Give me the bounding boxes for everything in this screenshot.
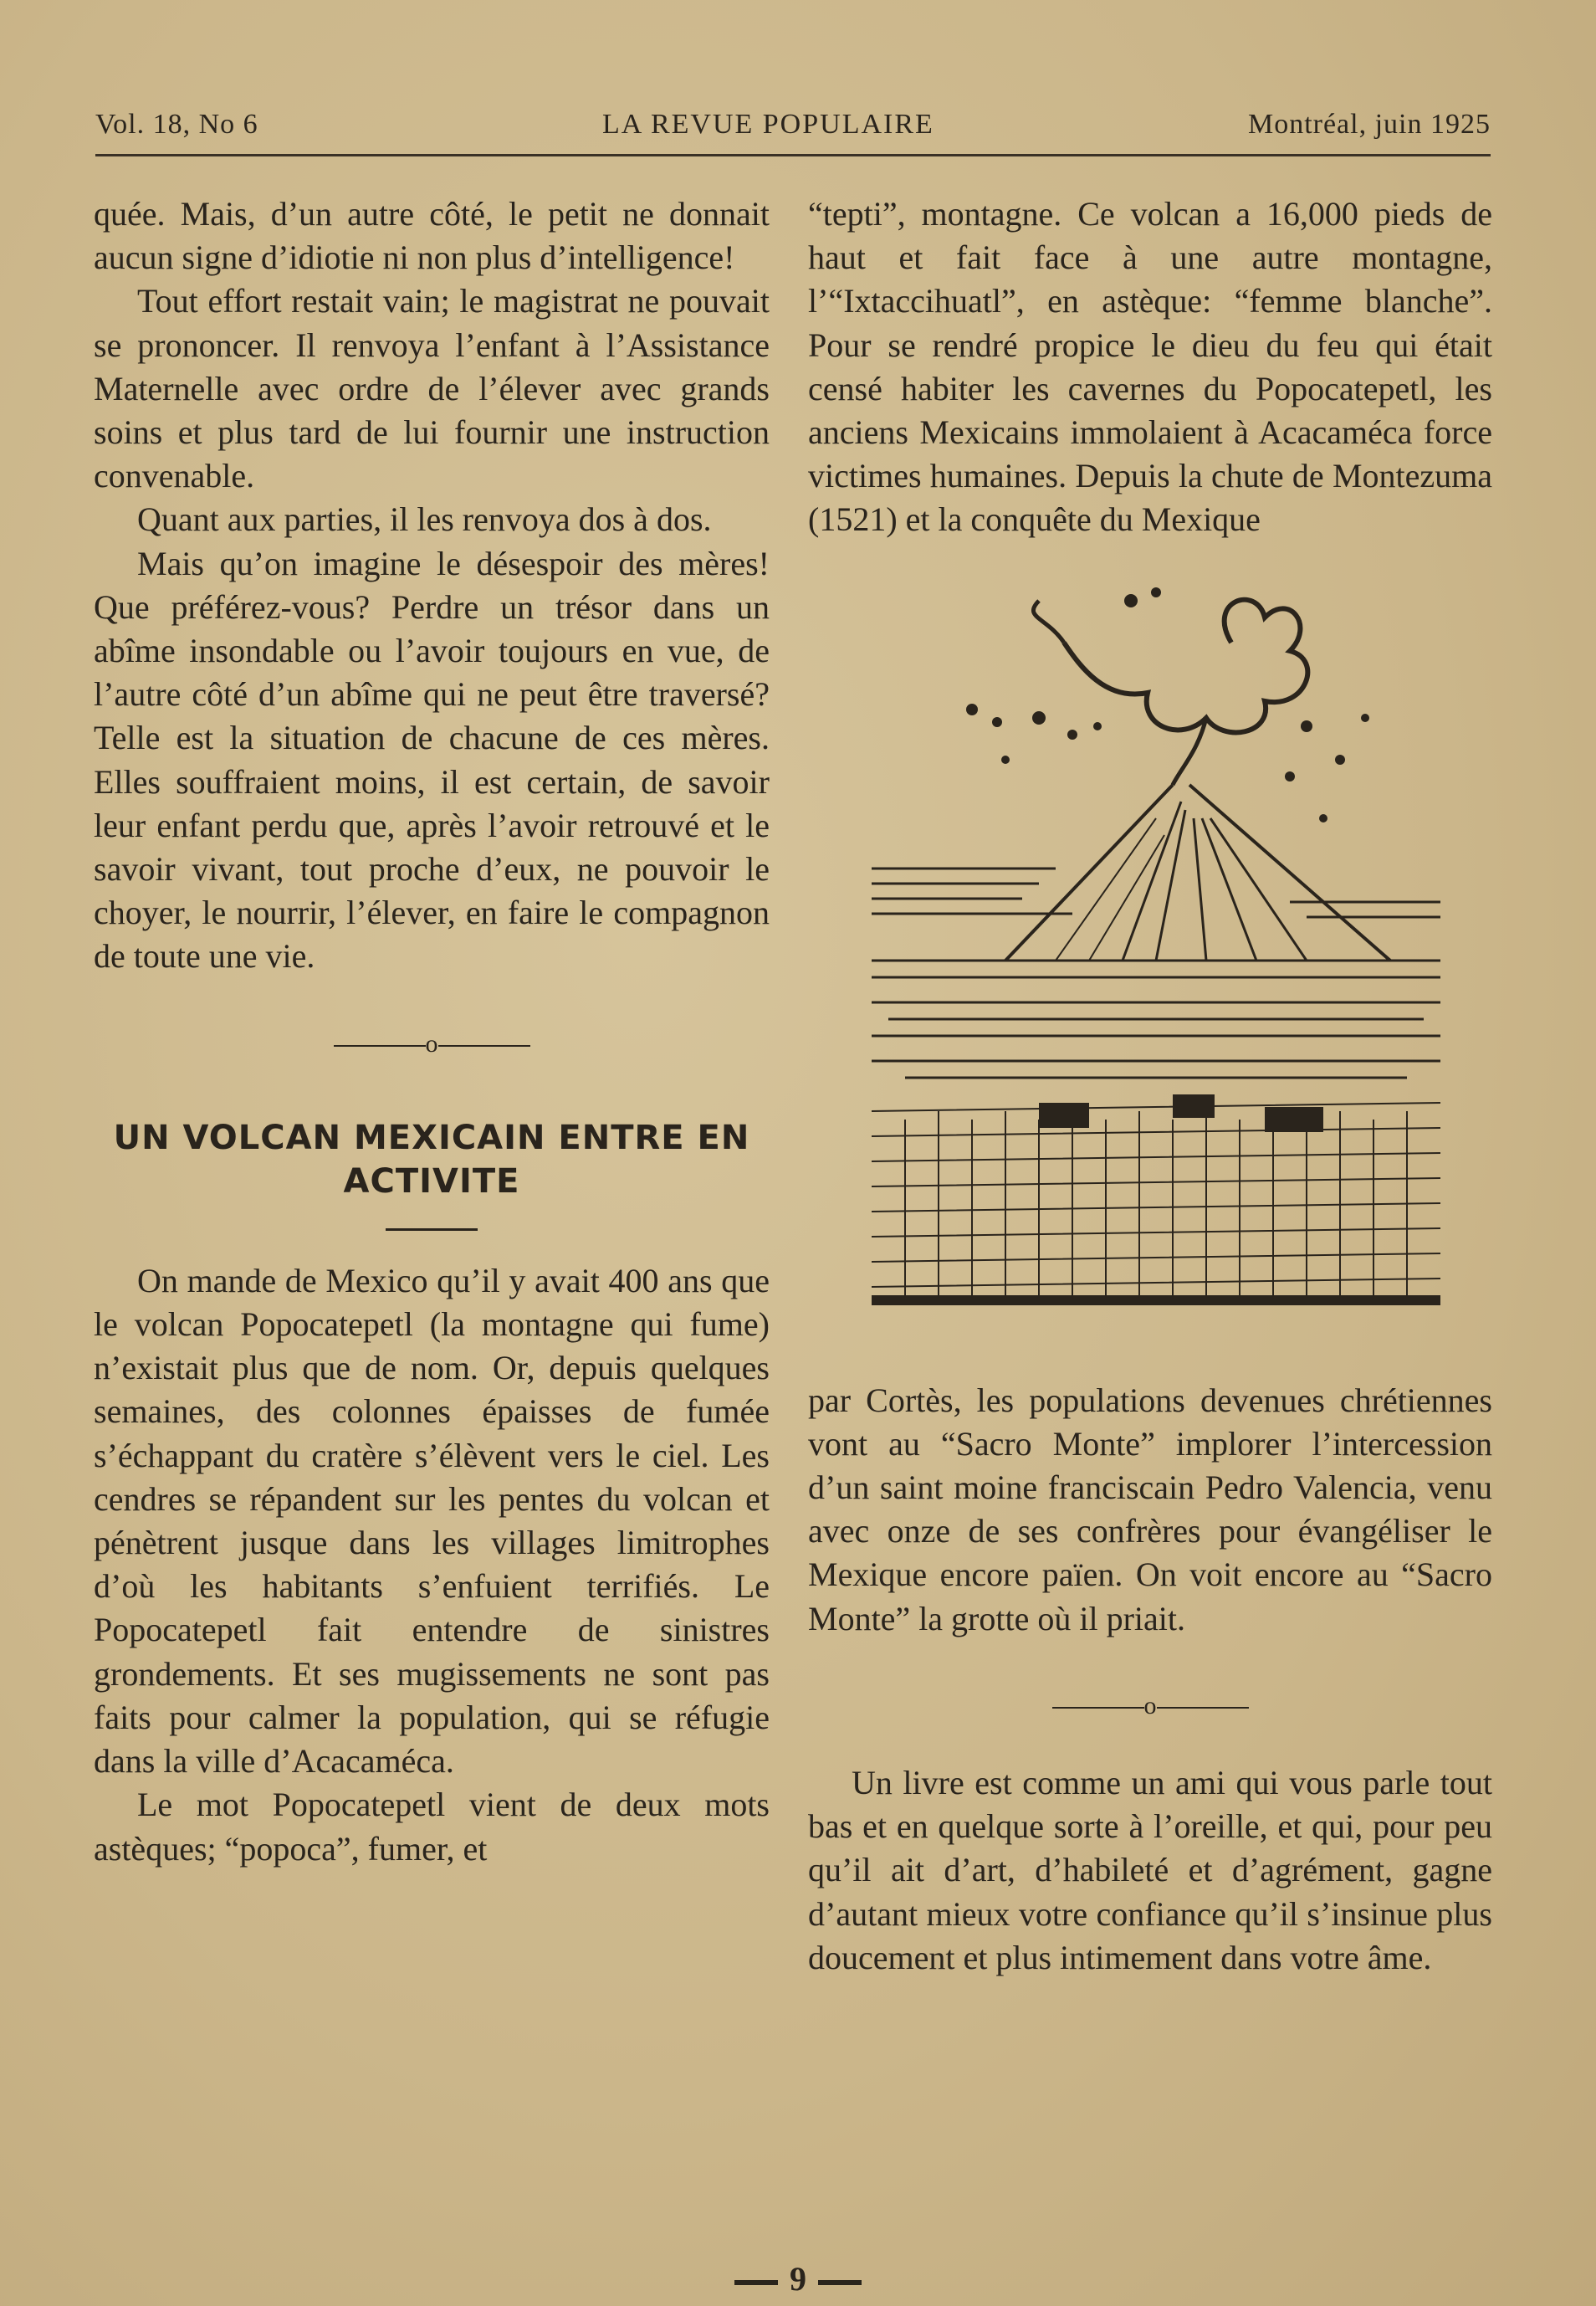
volume-number: Vol. 18, No 6	[95, 109, 258, 140]
paragraph: “tepti”, montagne. Ce volcan a 16,000 pieds de haut et fait face à une autre montagne, l’“Ixtaccihuatl”, en astèque: “femme blanche”. Pour se rendré propice le dieu du feu qui était censé habiter les cavernes du Popocatepetl, les anciens Mexicains immolaient à Acacaméca force victimes humaines. Depuis la chute de Montezuma (1521) et la conquête du Mexique	[808, 195, 1492, 539]
page-number: 9	[0, 2259, 1596, 2298]
left-column	[94, 192, 770, 1871]
place-and-date: Montréal, juin 1925	[1247, 109, 1491, 140]
paragraph: Mais qu’on imagine le désespoir des mères! Que préférez-vous? Perdre un trésor dans un abîme insondable ou l’avoir toujours en vue, de l’autre côté d’un abîme qui ne peut être traversé? Telle est la situation de chacune de ces mères. Elles souffraient moins, il est certain, de savoir leur enfant perdu que, après l’avoir retrouvé et le savoir vivant, tout proche d’eux, ne pouvoir le choyer, le nourrir, l’élever, en faire le compagnon de toute une vie.	[94, 544, 770, 976]
header-rule	[95, 154, 1491, 156]
article-title: UN VOLCAN MEXICAIN ENTRE EN ACTIVITE	[113, 1118, 750, 1201]
paragraph: par Cortès, les populations devenues chrétiennes vont au “Sacro Monte” implorer l’intercession d’un saint moine franciscain Pedro Valencia, venu avec onze de ses confrères pour évangéliser le Mexique encore païen. On voit encore au “Sacro Monte” la grotte où il priait.	[808, 1381, 1492, 1637]
page-header	[95, 109, 1491, 151]
section-separator: o	[808, 1684, 1492, 1728]
paragraph: quée. Mais, d’un autre côté, le petit ne donnait aucun signe d’idiotie ni non plus d’intelligence!	[94, 195, 770, 277]
paragraph: On mande de Mexico qu’il y avait 400 ans que le volcan Popocatepetl (la montagne qui fume) n’existait plus que de nom. Or, depuis quelques semaines, des colonnes épaisses de fumée s’échappant du cratère s’élèvent vers le ciel. Les cendres se répandent sur les pentes du volcan et pénètrent jusque dans les villages limitrophes d’où les habitants s’enfuient terrifiés. Le Popocatepetl fait entendre de sinistres grondements. Et ses mugissements ne sont pas faits pour calmer la population, qui se réfugie dans la ville d’Acacaméca.	[94, 1261, 770, 1781]
paragraph: Le mot Popocatepetl vient de deux mots astèques; “popoca”, fumer, et	[94, 1786, 770, 1868]
section-separator: o	[94, 1022, 770, 1066]
volcano-woodcut-icon	[872, 567, 1440, 1320]
paragraph: Tout effort restait vain; le magistrat ne pouvait se prononcer. Il renvoya l’enfant à l’Assistance Maternelle avec ordre de l’élever avec grands soins et plus tard de lui fournir une instruction convenable.	[94, 282, 770, 495]
right-column	[808, 192, 1492, 1980]
book-quote: Un livre est comme un ami qui vous parle tout bas et en quelque sorte à l’oreille, et qui, pour peu qu’il ait d’art, d’habileté et d’agrément, gagne d’autant mieux votre confiance qu’il s’insinue plus doucement et plus intimement dans votre âme.	[808, 1764, 1492, 1976]
paragraph: Quant aux parties, il les renvoya dos à dos.	[137, 500, 712, 539]
title-underline	[386, 1228, 478, 1231]
publication-title: LA REVUE POPULAIRE	[602, 109, 934, 140]
volcano-illustration	[808, 542, 1492, 1362]
